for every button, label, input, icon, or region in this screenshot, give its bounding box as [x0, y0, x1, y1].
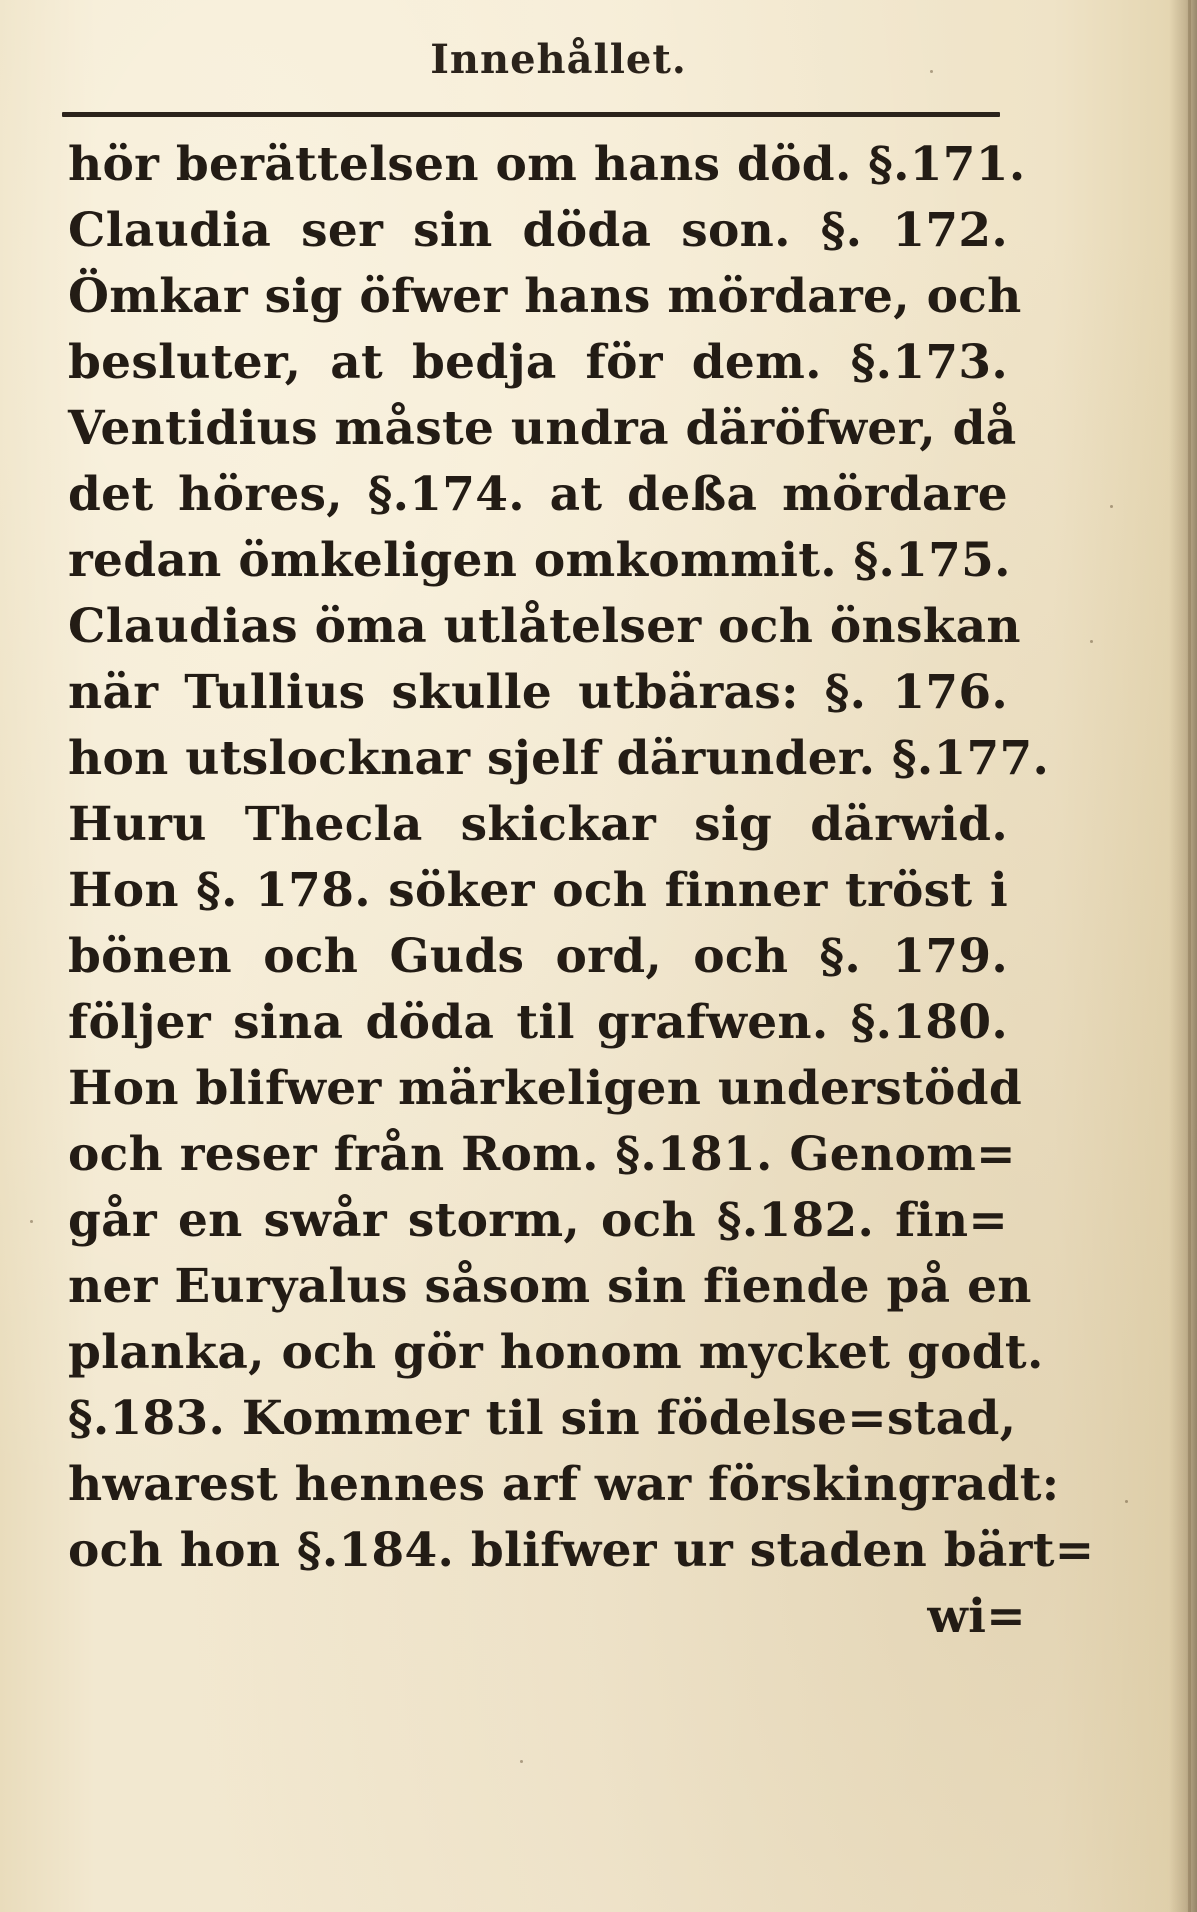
text-line: Hon §. 178. söker och finner tröst i [68, 863, 1008, 918]
page-edge [1188, 0, 1191, 1912]
text-line: och hon §.184. blifwer ur staden bärt= [68, 1523, 1095, 1578]
text-line: ner Euryalus såsom sin fiende på en [68, 1259, 1032, 1314]
header-rule [62, 112, 1000, 117]
text-line: och reser från Rom. §.181. Genom= [68, 1127, 1016, 1182]
text-line: Claudia ser sin döda son. §. 172. [68, 203, 1008, 258]
binding-shadow [1169, 0, 1197, 1912]
text-line: Huru Thecla skickar sig därwid. [68, 797, 1008, 852]
text-line: besluter, at bedja för dem. §.173. [68, 335, 1008, 390]
paper-speck [1110, 505, 1113, 508]
text-line: bönen och Guds ord, och §. 179. [68, 929, 1008, 984]
text-line: följer sina döda til grafwen. §.180. [68, 995, 1008, 1050]
running-head: Innehållet. [430, 36, 687, 83]
paper-speck [1090, 640, 1093, 643]
paper-speck [30, 1220, 33, 1223]
text-line: det höres, §.174. at deßa mördare [68, 467, 1008, 522]
paper-speck [520, 1760, 523, 1763]
text-line: redan ömkeligen omkommit. §.175. [68, 533, 1011, 588]
text-line: §.183. Kommer til sin födelse=stad, [68, 1391, 1017, 1446]
text-line: Ventidius måste undra däröfwer, då [68, 401, 1017, 456]
text-line: när Tullius skulle utbäras: §. 176. [68, 665, 1008, 720]
table-of-contents-text [68, 132, 1095, 1650]
text-line: hon utslocknar sjelf därunder. §.177. [68, 731, 1050, 786]
paper-speck [1125, 1500, 1128, 1503]
text-line: planka, och gör honom mycket godt. [68, 1325, 1044, 1380]
text-line: går en swår storm, och §.182. fin= [68, 1193, 1008, 1248]
text-line: Hon blifwer märkeligen understödd [68, 1061, 1023, 1116]
text-line: Ömkar sig öfwer hans mördare, och [68, 269, 1022, 324]
text-line: Claudias öma utlåtelser och önskan [68, 599, 1021, 654]
text-line: hwarest hennes arf war förskingradt: [68, 1457, 1060, 1512]
text-line: hör berättelsen om hans död. §.171. [68, 137, 1026, 192]
catchword: wi= [927, 1589, 1026, 1644]
